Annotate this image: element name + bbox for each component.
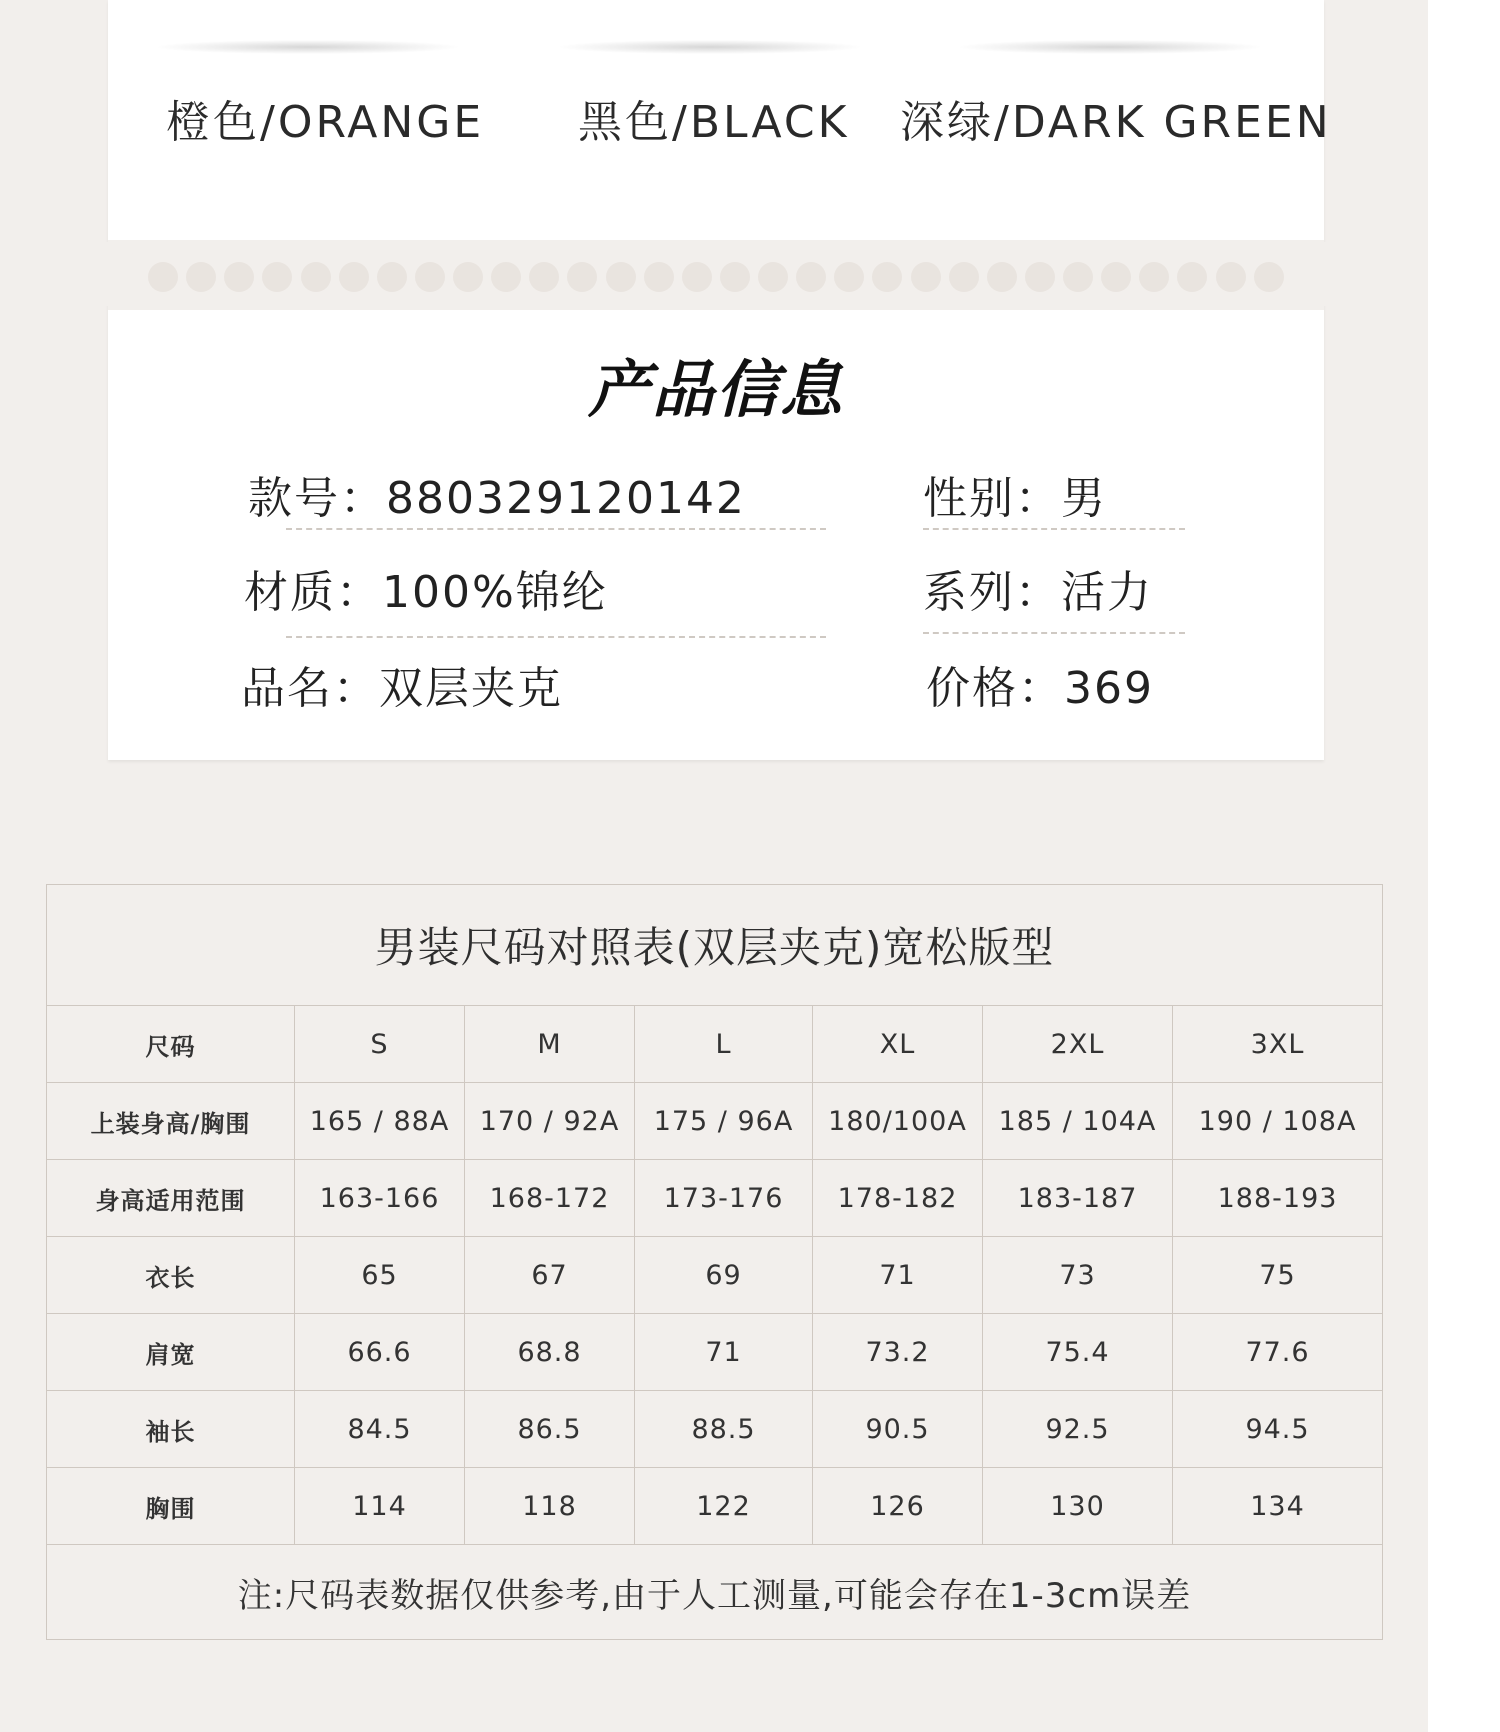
table-cell: 134: [1173, 1468, 1383, 1545]
table-cell: 178-182: [813, 1160, 983, 1237]
perforation-hole: [186, 262, 216, 292]
table-cell: 77.6: [1173, 1314, 1383, 1391]
table-cell: 66.6: [295, 1314, 465, 1391]
perforation-hole: [606, 262, 636, 292]
size-chart-title: 男装尺码对照表(双层夹克)宽松版型: [47, 885, 1383, 1006]
product-card: [108, 0, 1332, 760]
color-label-dark-green: 深绿/DARK GREEN: [900, 97, 1332, 148]
perforation-notch-right: [1292, 242, 1356, 306]
table-cell: 165 / 88A: [295, 1083, 465, 1160]
table-cell: 126: [813, 1468, 983, 1545]
size-header-cell: M: [465, 1006, 635, 1083]
perforation-hole: [1216, 262, 1246, 292]
table-cell: 170 / 92A: [465, 1083, 635, 1160]
perforation-hole: [758, 262, 788, 292]
swatch-green-shadow: [960, 40, 1260, 54]
row-label: 肩宽: [47, 1314, 295, 1391]
table-cell: 114: [295, 1468, 465, 1545]
table-cell: 163-166: [295, 1160, 465, 1237]
perforation-hole: [1101, 262, 1131, 292]
table-cell: 188-193: [1173, 1160, 1383, 1237]
size-chart-note: 注:尺码表数据仅供参考,由于人工测量,可能会存在1-3cm误差: [47, 1545, 1383, 1640]
right-margin: [1428, 0, 1500, 1732]
table-cell: 175 / 96A: [635, 1083, 813, 1160]
material: 材质：100%锦纶: [244, 567, 608, 618]
perforation-hole: [377, 262, 407, 292]
perforation-hole: [1025, 262, 1055, 292]
color-label-orange: 橙色/ORANGE: [166, 97, 485, 148]
size-header-row: [47, 1006, 1383, 1083]
table-cell: 67: [465, 1237, 635, 1314]
style-number: 款号：880329120142: [248, 473, 746, 524]
table-cell: 71: [813, 1237, 983, 1314]
size-chart-table: [46, 884, 1383, 1640]
table-cell: 130: [983, 1468, 1173, 1545]
perforation-hole: [415, 262, 445, 292]
size-header-cell: L: [635, 1006, 813, 1083]
table-cell: 122: [635, 1468, 813, 1545]
row-label: 胸围: [47, 1468, 295, 1545]
row-label: 身高适用范围: [47, 1160, 295, 1237]
perforation-hole: [1139, 262, 1169, 292]
table-cell: 183-187: [983, 1160, 1173, 1237]
perforation-hole: [148, 262, 178, 292]
perforation-hole: [1063, 262, 1093, 292]
table-cell: 173-176: [635, 1160, 813, 1237]
perforation-hole: [1177, 262, 1207, 292]
table-cell: 185 / 104A: [983, 1083, 1173, 1160]
swatch-black-shadow: [560, 40, 860, 54]
perforation-hole: [491, 262, 521, 292]
table-cell: 75: [1173, 1237, 1383, 1314]
table-row: [47, 1083, 1383, 1160]
perforation-hole: [872, 262, 902, 292]
table-cell: 190 / 108A: [1173, 1083, 1383, 1160]
gender: 性别：男: [923, 473, 1107, 524]
perforation-hole: [262, 262, 292, 292]
table-cell: 71: [635, 1314, 813, 1391]
divider: [286, 636, 826, 638]
table-row: [47, 1237, 1383, 1314]
table-cell: 90.5: [813, 1391, 983, 1468]
table-row: [47, 1391, 1383, 1468]
divider: [923, 528, 1185, 530]
table-cell: 69: [635, 1237, 813, 1314]
table-cell: 94.5: [1173, 1391, 1383, 1468]
table-cell: 118: [465, 1468, 635, 1545]
size-header-cell: 3XL: [1173, 1006, 1383, 1083]
perforation-hole: [987, 262, 1017, 292]
table-cell: 92.5: [983, 1391, 1173, 1468]
table-cell: 75.4: [983, 1314, 1173, 1391]
perforation-hole: [682, 262, 712, 292]
table-row: [47, 1468, 1383, 1545]
size-header-label: 尺码: [47, 1006, 295, 1083]
perforation-hole: [1254, 262, 1284, 292]
perforation-hole: [796, 262, 826, 292]
color-label-black: 黑色/BLACK: [578, 97, 850, 148]
perforation-hole: [224, 262, 254, 292]
table-cell: 73.2: [813, 1314, 983, 1391]
divider: [923, 632, 1185, 634]
table-cell: 88.5: [635, 1391, 813, 1468]
perforation-hole: [644, 262, 674, 292]
table-cell: 84.5: [295, 1391, 465, 1468]
table-cell: 73: [983, 1237, 1173, 1314]
perforation-notch-left: [76, 242, 140, 306]
table-cell: 68.8: [465, 1314, 635, 1391]
product-info-title: 产品信息: [587, 353, 844, 426]
product-name: 品名：双层夹克: [241, 663, 563, 714]
perforation-hole: [453, 262, 483, 292]
table-cell: 168-172: [465, 1160, 635, 1237]
table-cell: 86.5: [465, 1391, 635, 1468]
perforation-hole: [567, 262, 597, 292]
table-cell: 180/100A: [813, 1083, 983, 1160]
perforation-holes: [148, 262, 1284, 292]
price: 价格：369: [926, 663, 1154, 714]
row-label: 衣长: [47, 1237, 295, 1314]
perforation-hole: [949, 262, 979, 292]
size-header-cell: S: [295, 1006, 465, 1083]
perforation-hole: [529, 262, 559, 292]
perforation-hole: [720, 262, 750, 292]
row-label: 袖长: [47, 1391, 295, 1468]
perforation-hole: [301, 262, 331, 292]
series: 系列：活力: [923, 567, 1153, 618]
table-row: [47, 1314, 1383, 1391]
swatch-orange-shadow: [158, 40, 458, 54]
divider: [286, 528, 826, 530]
table-row: [47, 1160, 1383, 1237]
table-cell: 65: [295, 1237, 465, 1314]
perforation-hole: [911, 262, 941, 292]
size-header-cell: XL: [813, 1006, 983, 1083]
perforation-hole: [834, 262, 864, 292]
row-label: 上装身高/胸围: [47, 1083, 295, 1160]
size-header-cell: 2XL: [983, 1006, 1173, 1083]
perforation-hole: [339, 262, 369, 292]
